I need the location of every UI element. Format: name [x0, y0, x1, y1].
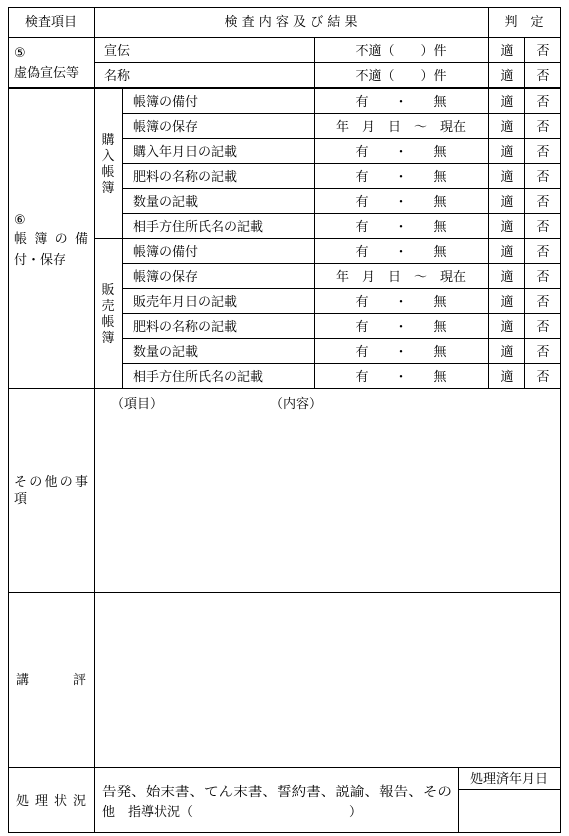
processing-date-header: 処理済年月日 — [469, 772, 549, 787]
section6-label-line1: 帳簿の備 — [14, 232, 88, 247]
judge-ok[interactable]: 適 — [500, 95, 514, 110]
section5-number: ⑤ — [14, 46, 26, 61]
judge-ng[interactable]: 否 — [536, 95, 550, 110]
judge-ng[interactable]: 否 — [536, 370, 550, 385]
row-item-label: 宣伝 — [104, 44, 131, 59]
judge-ok[interactable]: 適 — [500, 295, 514, 310]
judge-ng[interactable]: 否 — [536, 345, 550, 360]
row-result: 有 ・ 無 — [355, 245, 447, 260]
judge-ng[interactable]: 否 — [536, 295, 550, 310]
sales-ledger-label — [101, 283, 114, 346]
row-item-label: 帳簿の保存 — [133, 270, 199, 285]
processing-date-field[interactable] — [459, 790, 560, 832]
judge-ok[interactable]: 適 — [500, 345, 514, 360]
header-judgment: 判 定 — [504, 15, 544, 30]
sales-label-char: 販 — [101, 283, 115, 298]
row-result: 不適（ ）件 — [355, 69, 447, 84]
row-result: 有 ・ 無 — [355, 370, 447, 385]
judge-ok[interactable]: 適 — [500, 120, 514, 135]
judge-ng[interactable]: 否 — [536, 270, 550, 285]
purchase-ledger-label — [101, 132, 114, 196]
header-item: 検査項目 — [24, 15, 78, 30]
judge-ok[interactable]: 適 — [500, 370, 514, 385]
purchase-label-char: 帳 — [101, 165, 115, 180]
judge-ok[interactable]: 適 — [500, 44, 514, 59]
row-item-label: 相手方住所氏名の記載 — [133, 220, 264, 235]
other-notes-area[interactable] — [95, 418, 560, 590]
row-result: 有 ・ 無 — [355, 170, 447, 185]
judge-ok[interactable]: 適 — [500, 270, 514, 285]
row-item-label: 相手方住所氏名の記載 — [133, 370, 264, 385]
judge-ok[interactable]: 適 — [500, 220, 514, 235]
judge-ok[interactable]: 適 — [500, 245, 514, 260]
row-result: 有 ・ 無 — [355, 320, 447, 335]
row-result: 有 ・ 無 — [355, 145, 447, 160]
review-label: 講 評 — [16, 673, 86, 688]
judge-ng[interactable]: 否 — [536, 170, 550, 185]
row-result: 有 ・ 無 — [355, 295, 447, 310]
row-result: 有 ・ 無 — [355, 195, 447, 210]
processing-text-line1: 告発、始末書、てん末書、誓約書、説諭、報告、その — [102, 785, 415, 800]
judge-ng[interactable]: 否 — [536, 195, 550, 210]
row-item-label: 帳簿の保存 — [133, 120, 199, 135]
judge-ng[interactable]: 否 — [536, 145, 550, 160]
row-item-label: 帳簿の備付 — [133, 245, 199, 260]
row-item-label: 帳簿の備付 — [133, 95, 199, 110]
row-item-label: 肥料の名称の記載 — [133, 320, 238, 335]
processing-text-line2: 他 指導状況（ ） — [102, 805, 363, 820]
checklist-rows — [95, 44, 561, 385]
judge-ok[interactable]: 適 — [500, 145, 514, 160]
purchase-label-char: 購 — [101, 133, 115, 148]
other-col-item: （項目） — [111, 397, 164, 412]
section6-label-line2: 付・保存 — [14, 253, 67, 268]
other-label-line1: その他の事 — [14, 475, 88, 490]
sales-label-char: 売 — [101, 299, 115, 314]
row-item-label: 数量の記載 — [133, 195, 199, 210]
row-result: 不適（ ）件 — [355, 44, 447, 59]
row-result: 有 ・ 無 — [355, 345, 447, 360]
judge-ng[interactable]: 否 — [536, 320, 550, 335]
judge-ok[interactable]: 適 — [500, 170, 514, 185]
row-item-label: 販売年月日の記載 — [133, 295, 238, 310]
section6-number: ⑥ — [14, 213, 26, 228]
judge-ok[interactable]: 適 — [500, 195, 514, 210]
row-result: 有 ・ 無 — [355, 220, 447, 235]
row-item-label: 名称 — [104, 69, 131, 84]
section5-label: 虚偽宣伝等 — [14, 66, 80, 81]
row-result: 有 ・ 無 — [355, 95, 447, 110]
judge-ng[interactable]: 否 — [536, 69, 550, 84]
row-result: 年 月 日 〜 現在 — [335, 270, 467, 285]
row-item-label: 数量の記載 — [133, 345, 199, 360]
sales-label-char: 簿 — [101, 331, 115, 346]
header-content: 検 査 内 容 及 び 結 果 — [224, 15, 358, 30]
purchase-label-char: 簿 — [101, 181, 115, 196]
sales-label-char: 帳 — [101, 315, 115, 330]
other-label-line2: 項 — [14, 492, 28, 507]
row-item-label: 肥料の名称の記載 — [133, 170, 238, 185]
review-notes-area[interactable] — [95, 593, 560, 766]
judge-ok[interactable]: 適 — [500, 320, 514, 335]
purchase-label-char: 入 — [101, 149, 115, 164]
row-result: 年 月 日 〜 現在 — [335, 120, 467, 135]
judge-ng[interactable]: 否 — [536, 220, 550, 235]
judge-ng[interactable]: 否 — [536, 44, 550, 59]
other-col-content: （内容） — [270, 397, 323, 412]
judge-ok[interactable]: 適 — [500, 69, 514, 84]
row-item-label: 購入年月日の記載 — [133, 145, 238, 160]
judge-ng[interactable]: 否 — [536, 245, 550, 260]
judge-ng[interactable]: 否 — [536, 120, 550, 135]
processing-label: 処理状況 — [16, 794, 86, 809]
